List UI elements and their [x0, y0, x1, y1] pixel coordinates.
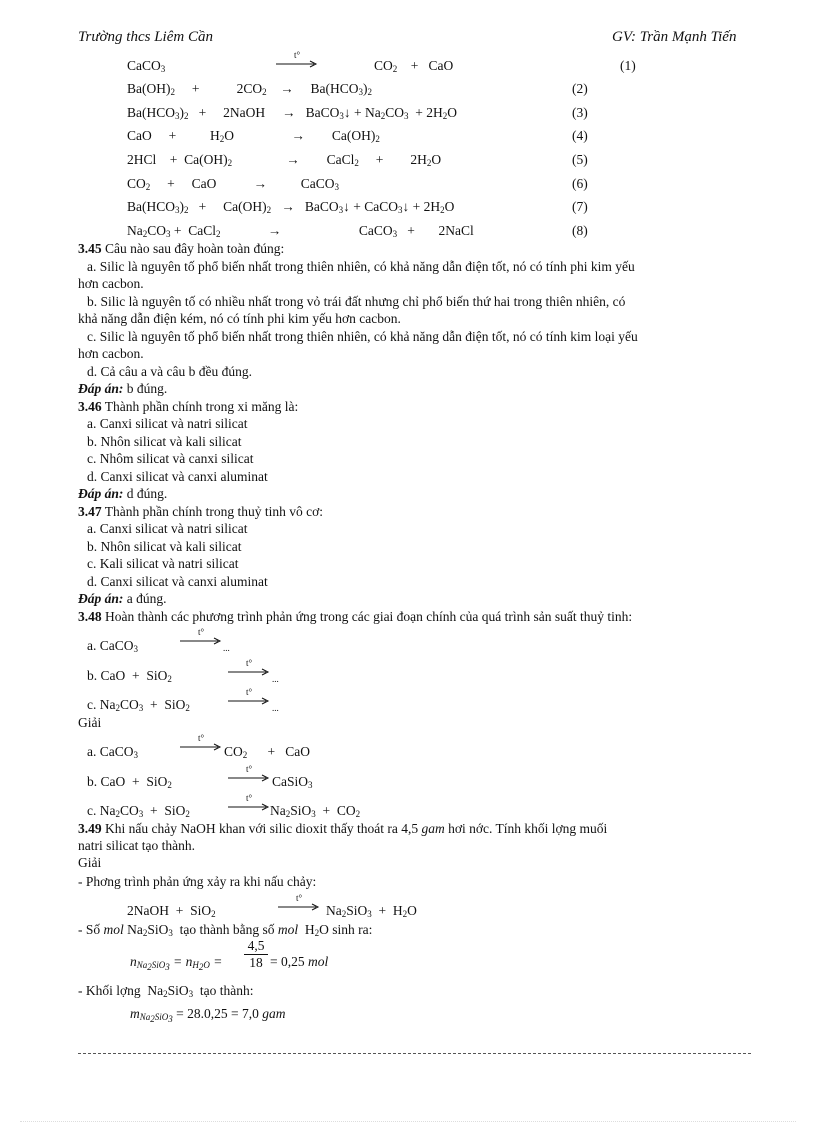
question-number: 3.47 [78, 504, 102, 519]
answer: Đáp án: d đúng. [78, 486, 168, 501]
header-teacher: GV: Trần Mạnh Tiến [612, 29, 737, 45]
heat-arrow: t° [228, 688, 270, 705]
reaction-number: (8) [572, 223, 588, 238]
reaction-number: (4) [572, 128, 588, 143]
heat-arrow: t° [278, 894, 320, 911]
mass-formula: $m_{Na_2SiO_3} = 28.0,25 = 7,0$ gam [130, 1006, 286, 1024]
heat-arrow: t° [276, 51, 318, 68]
heat-arrow: t° [180, 628, 222, 645]
mole-formula: $n_{Na_2SiO_3} = n_{H_2O}$ = [130, 954, 223, 972]
reaction-number: (6) [572, 176, 588, 191]
reaction-number: (1) [620, 58, 636, 73]
solution-label: Giải [78, 855, 102, 870]
option-b: b. Nhôn silicat và kali silicat [87, 539, 242, 554]
option-a: a. Canxi silicat và natri silicat [87, 521, 248, 536]
option-b: b. Nhôn silicat và kali silicat [87, 434, 242, 449]
question-number: 3.45 [78, 241, 102, 256]
question-number: 3.49 [78, 821, 102, 836]
reaction-number: (7) [572, 199, 588, 214]
option-d: d. Canxi silicat và canxi aluminat [87, 574, 268, 589]
answer: Đáp án: b đúng. [78, 381, 168, 396]
option-d: d. Canxi silicat và canxi aluminat [87, 469, 268, 484]
reaction-number: (5) [572, 152, 588, 167]
answer: Đáp án: a đúng. [78, 591, 167, 606]
option-c: c. Kali silicat và natri silicat [87, 556, 239, 571]
option-a: a. Canxi silicat và natri silicat [87, 416, 248, 431]
header-school: Trường thcs Liêm Cần [78, 29, 213, 45]
solution-label: Giải [78, 715, 102, 730]
reaction-1-left: CaCO$_3$ [127, 58, 166, 74]
question-number: 3.46 [78, 399, 102, 414]
option-d: d. Cả câu a và câu b đều đúng. [87, 364, 252, 379]
option-a: a. Silic là nguyên tố phổ biến nhất trong thiên nhiên, có khả năng dẫn điện tốt, nó có tính phi kim yếu [87, 259, 635, 274]
fraction: $\frac{4,5}{18}$ [244, 938, 268, 971]
option-c: c. Nhôm silicat và canxi silicat [87, 451, 254, 466]
heat-arrow: t° [228, 794, 270, 811]
heat-arrow: t° [180, 734, 222, 751]
heat-arrow: t° [228, 659, 270, 676]
page-bottom-divider [20, 1121, 796, 1122]
reaction-number: (2) [572, 81, 588, 96]
option-c: c. Silic là nguyên tố phổ biến nhất trong thiên nhiên, có khả năng dẫn điện tốt, nó có tính kim loại yếu [87, 329, 638, 344]
reaction-number: (3) [572, 105, 588, 120]
question-number: 3.48 [78, 609, 102, 624]
footer-divider [78, 1053, 751, 1054]
heat-arrow: t° [228, 765, 270, 782]
option-b: b. Silic là nguyên tố có nhiều nhất trong vỏ trái đất nhưng chỉ phổ biến thứ hai trong thiên nhiên, có [87, 294, 626, 309]
